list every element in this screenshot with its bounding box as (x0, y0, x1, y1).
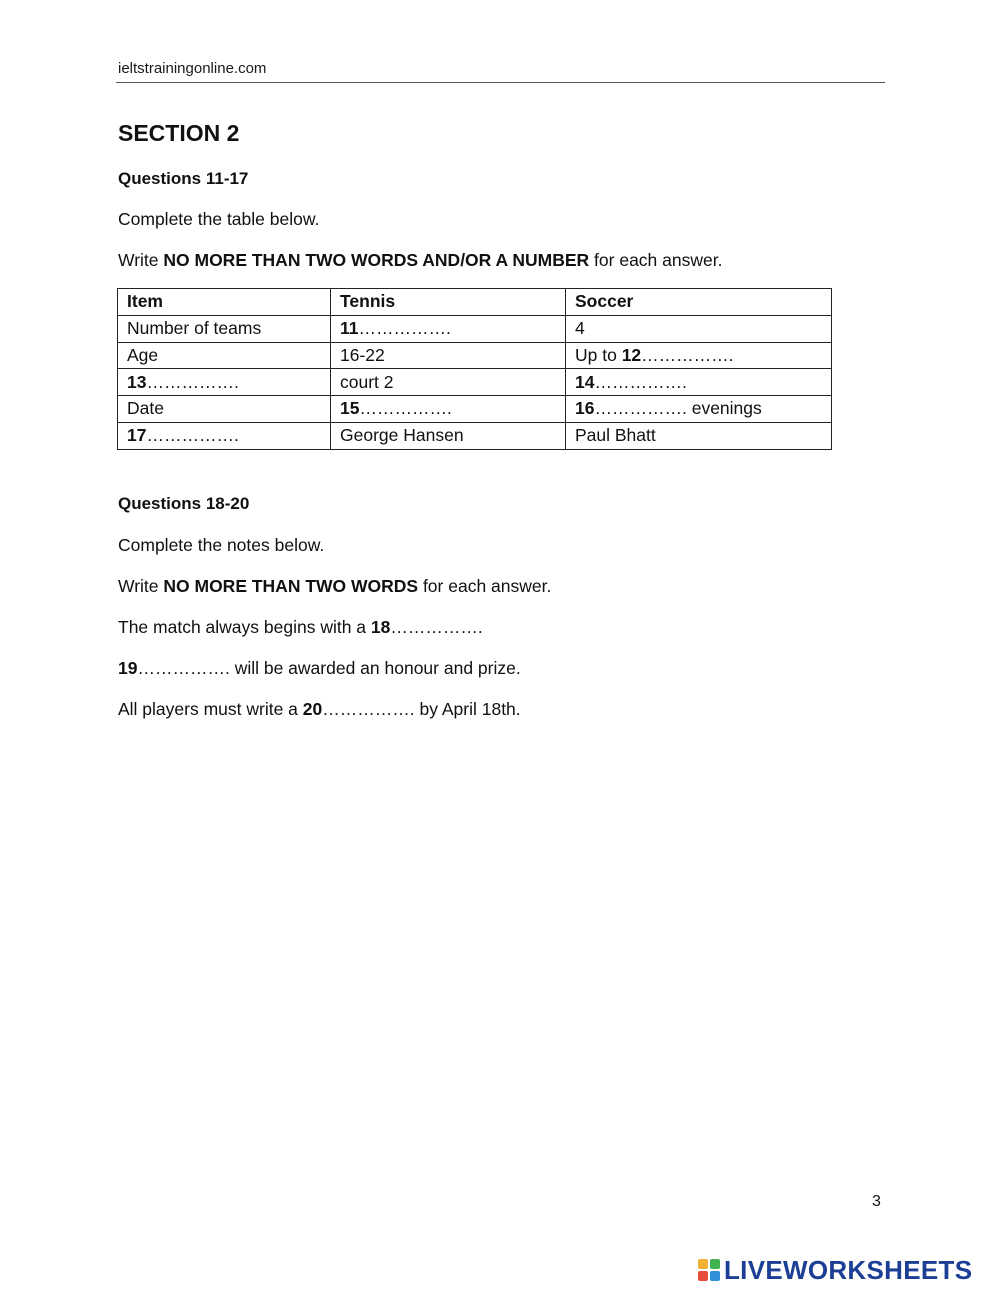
table-row (118, 369, 832, 396)
table-row (118, 396, 832, 423)
table-cell: Paul Bhatt (566, 422, 832, 449)
note-question-20[interactable]: All players must write a 20……………. by April 18th. (118, 699, 521, 719)
table-row (118, 342, 832, 369)
questions-18-20-heading: Questions 18-20 (118, 494, 250, 513)
answer-blank-13[interactable]: 13……………. (118, 369, 331, 396)
table-cell: Number of teams (118, 315, 331, 342)
answer-blank-12[interactable]: Up to 12……………. (566, 342, 832, 369)
table-cell: Date (118, 396, 331, 423)
answer-blank-17[interactable]: 17……………. (118, 422, 331, 449)
answer-blank-11[interactable]: 11……………. (331, 315, 566, 342)
note-question-18[interactable]: The match always begins with a 18……………. (118, 617, 483, 637)
header-site-url: ieltstrainingonline.com (118, 60, 267, 77)
brand-name: LIVEWORKSHEETS (724, 1254, 973, 1285)
header-soccer: Soccer (566, 289, 832, 316)
table-cell: court 2 (331, 369, 566, 396)
header-divider (116, 82, 885, 83)
table-row (118, 422, 832, 449)
liveworksheets-logo-icon (698, 1259, 720, 1281)
table-cell: Age (118, 342, 331, 369)
header-item: Item (118, 289, 331, 316)
section-title: SECTION 2 (118, 120, 240, 146)
liveworksheets-brand (698, 1255, 972, 1285)
answer-table (117, 288, 832, 450)
note-question-19[interactable]: 19……………. will be awarded an honour and prize. (118, 658, 521, 678)
table-instruction: Complete the table below. (118, 209, 320, 229)
table-header-row (118, 289, 832, 316)
answer-blank-16[interactable]: 16……………. evenings (566, 396, 832, 423)
notes-word-limit: Write NO MORE THAN TWO WORDS for each answer. (118, 576, 552, 596)
header-tennis: Tennis (331, 289, 566, 316)
questions-11-17-heading: Questions 11-17 (118, 169, 249, 188)
table-row (118, 315, 832, 342)
page-number: 3 (872, 1193, 881, 1210)
table-cell: 16-22 (331, 342, 566, 369)
notes-instruction: Complete the notes below. (118, 535, 325, 555)
table-word-limit: Write NO MORE THAN TWO WORDS AND/OR A NUMBER for each answer. (118, 250, 723, 270)
answer-blank-14[interactable]: 14……………. (566, 369, 832, 396)
table-cell: 4 (566, 315, 832, 342)
table-cell: George Hansen (331, 422, 566, 449)
answer-blank-15[interactable]: 15……………. (331, 396, 566, 423)
